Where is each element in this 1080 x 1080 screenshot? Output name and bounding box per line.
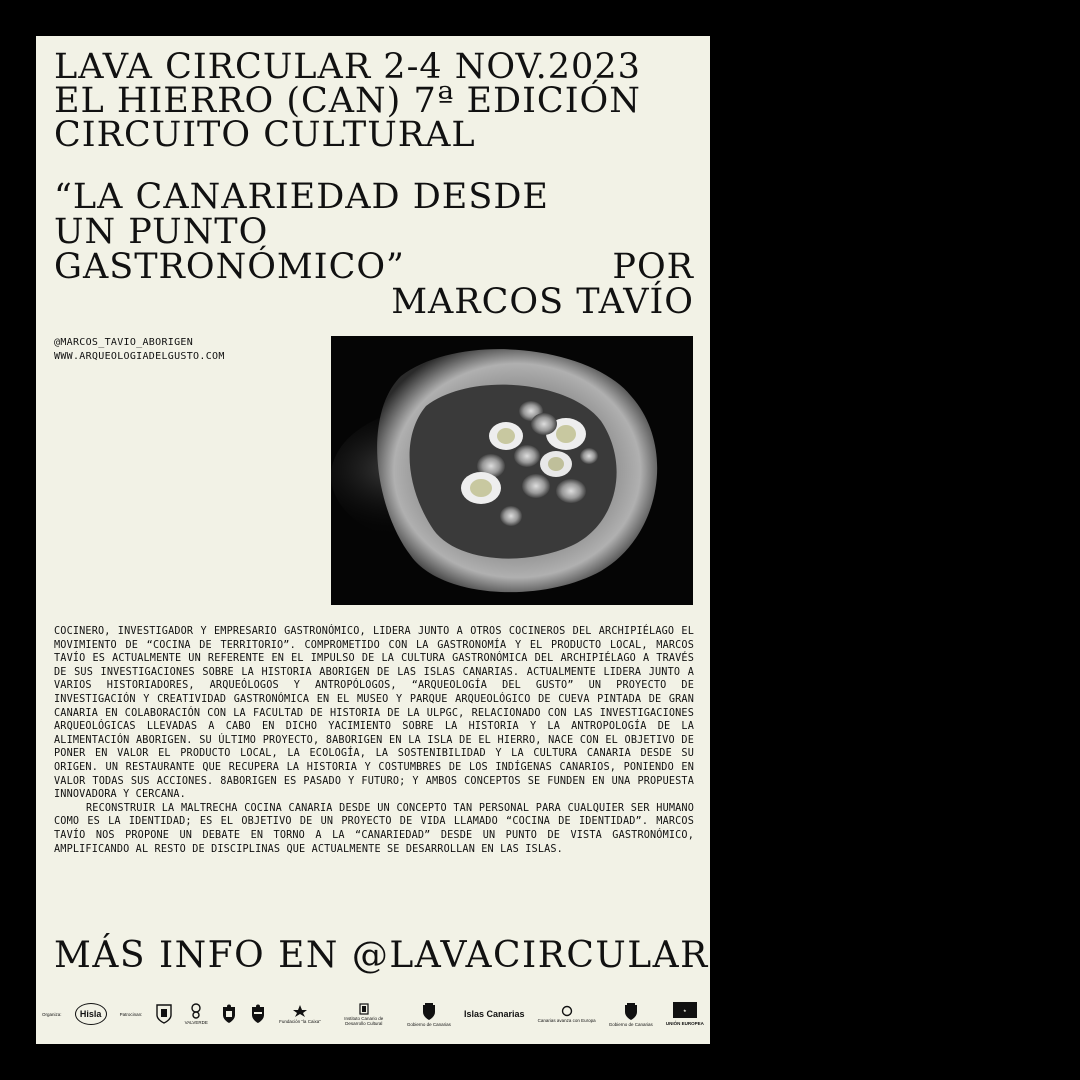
talk-title-line-2: UN PUNTO	[54, 212, 269, 252]
municipal-shield-logo-1	[221, 1004, 237, 1024]
islas-canarias-logo: Islas Canarias	[463, 1008, 525, 1019]
more-info-cta[interactable]: MÁS INFO EN @LAVACIRCULAR	[54, 935, 709, 976]
talk-title-line-1: “LA CANARIEDAD DESDE	[54, 177, 549, 217]
event-subtitle: CIRCUITO CULTURAL	[54, 115, 476, 155]
crest-icon	[623, 1001, 639, 1021]
poster	[36, 36, 710, 1044]
website-link[interactable]: WWW.ARQUEOLOGIADELGUSTO.COM	[54, 351, 225, 362]
shield-icon	[221, 1004, 237, 1024]
bio-paragraph-2: RECONSTRUIR LA MALTRECHA COCINA CANARIA DESDE UN CONCEPTO TAN PERSONAL PARA CUALQUIER SER HUMANO COMO ES LA IDENTIDAD; ES EL OBJETIVO DE UN PROYECTO DE VIDA LLAMADO “COCINA DE IDENTIDAD”. MARCOS TAVÍO NOS PROPONE UN DEBATE EN TORNO A LA “CANARIEDAD” DESDE UN PUNTO DE VISTA GASTRONÓMICO, AMPLIFICANDO AL RESTO DE DISCIPLINAS QUE ACTUALMENTE SE DESARROLLAN EN LAS ISLAS.	[54, 802, 694, 855]
municipal-shield-logo-2	[250, 1004, 266, 1024]
bio-paragraph-1: COCINERO, INVESTIGADOR Y EMPRESARIO GASTRONÓMICO, LIDERA JUNTO A OTROS COCINEROS DEL ARCHIPIÉLAGO EL MOVIMIENTO DE “COCINA DE TERRITORIO”. COMPROMETIDO CON LA GASTRONOMÍA Y EL PRODUCTO LOCAL, MARCOS TAVÍO ES ACTUALMENTE UN REFERENTE EN EL IMPULSO DE LA CULTURA GASTRONÓMICA DEL ARCHIPIÉLAGO A TRAVÉS DE SUS INVESTIGACIONES SOBRE LA HISTORIA ABORIGEN DE LAS ISLAS CANARIAS. ACTUALMENTE LIDERA JUNTO A VARIOS HISTORIADORES, ARQUEÓLOGOS Y ANTROPÓLOGOS, “ARQUEOLOGÍA DEL GUSTO” UN PROYECTO DE INVESTIGACIÓN Y CREATIVIDAD GASTRONÓMICA EN EL MUSEO Y PARQUE ARQUEOLÓGICO DE CUEVA PINTADA DE GRAN CANARIA EN COLABORACIÓN CON LA FACULTAD DE HISTORIA DE LA ULPGC, RELACIONADO CON LAS INVESTIGACIONES ARQUEOLÓGICAS LLEVADAS A CABO EN DICHO YACIMIENTO SOBRE LA HISTORIA Y LA ANTROPOLOGÍA DE LA ALIMENTACIÓN ABORIGEN. SU ÚLTIMO PROYECTO, 8ABORIGEN EN LA ISLA DE EL HIERRO, NACE CON EL OBJETIVO DE PONER EN VALOR EL PRODUCTO LOCAL, LA ECOLOGÍA, LA SOSTENIBILIDAD Y LA CULTURA CANARIA DESDE SU ORIGEN. UN RESTAURANTE QUE RECUPERA LA HISTORIA Y COSTUMBRES DE LOS INDÍGENAS CANARIOS, PONIENDO EN VALOR TODAS SUS ACCIONES. 8ABORIGEN ES PASADO Y FUTURO; Y AMBOS CONCEPTOS SE FUNDEN EN UNA PROPUESTA INNOVADORA Y CERCANA.	[54, 626, 694, 801]
gobierno-canarias-logo-2: Gobierno de Canarias	[609, 1001, 653, 1027]
shield-icon	[250, 1004, 266, 1024]
event-title: LAVA CIRCULAR 2-4 NOV.2023	[54, 47, 641, 87]
emblem-icon	[359, 1003, 369, 1015]
union-europea-logo: ★ UNIÓN EUROPEA	[666, 1002, 704, 1026]
cabildo-crest-logo	[156, 1004, 172, 1024]
speaker-links	[54, 336, 225, 364]
speaker-biography	[54, 625, 694, 856]
hisla-logo: Hisla	[75, 1003, 107, 1025]
talk-title-block	[54, 177, 694, 322]
instagram-handle[interactable]: @MARCOS_TAVIO_ABORIGEN	[54, 337, 194, 348]
ring-icon	[561, 1005, 573, 1017]
dish-photo	[331, 336, 693, 605]
gobierno-canarias-logo-1: Gobierno de Canarias	[407, 1001, 451, 1027]
la-caixa-logo: Fundación “la Caixa”	[279, 1004, 321, 1024]
crest-icon	[421, 1001, 437, 1021]
canarias-avanza-logo: Canarias avanza con Europa	[538, 1005, 596, 1023]
star-icon	[292, 1004, 308, 1018]
por-label: POR	[612, 247, 694, 287]
talk-title-line-3: GASTRONÓMICO”	[54, 247, 405, 287]
valverde-icon	[189, 1003, 203, 1019]
eu-flag-icon: ★	[673, 1002, 697, 1018]
crest-icon	[156, 1004, 172, 1024]
icdc-logo: Instituto Canario de Desarrollo Cultural	[334, 1003, 394, 1026]
event-location-edition: EL HIERRO (CAN) 7ª EDICIÓN	[54, 81, 641, 121]
dish-photo-illustration	[331, 336, 693, 605]
organiza-label: Organiza:	[42, 1011, 62, 1017]
valverde-logo: VALVERDE	[185, 1003, 208, 1025]
speaker-name: MARCOS TAVÍO	[391, 282, 694, 322]
event-header	[54, 47, 694, 155]
patrocinan-label: Patrocinan:	[119, 1011, 143, 1017]
sponsor-logos-bar	[42, 994, 704, 1034]
